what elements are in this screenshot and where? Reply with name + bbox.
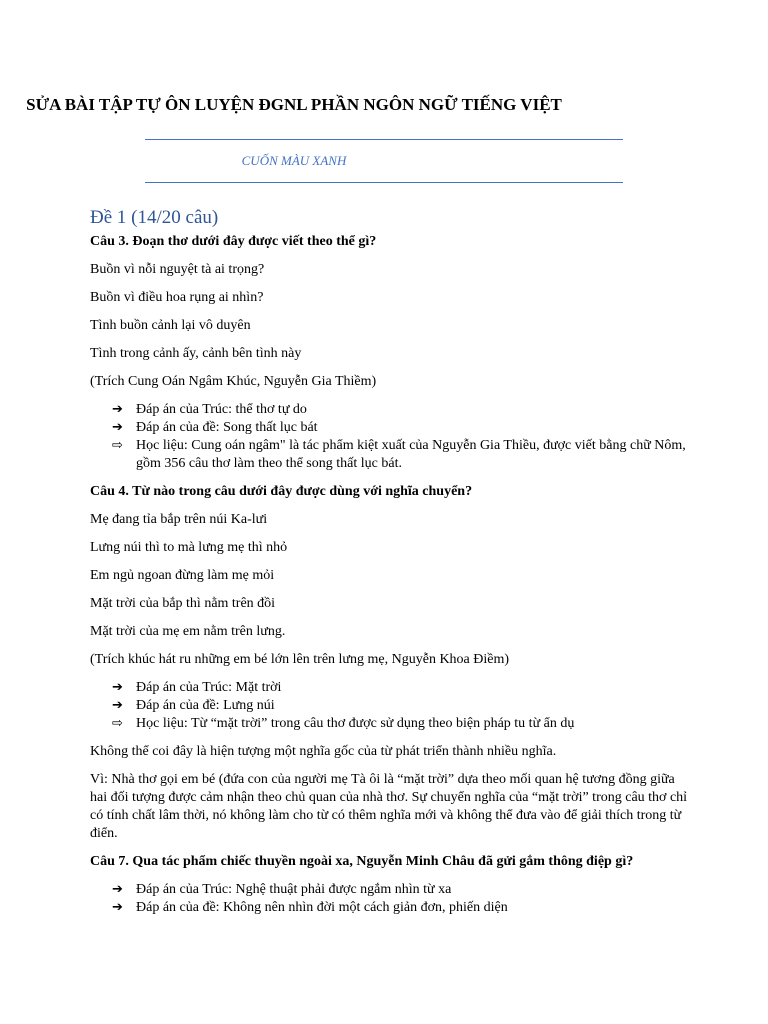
- answer-text: Học liệu: Cung oán ngâm" là tác phẩm kiệt xuất của Nguyễn Gia Thiều, được viết bằng chữ Nôm, gồm 356 câu thơ làm theo thể song thất lục bát.: [136, 438, 686, 471]
- answer-text: Đáp án của Trúc: thể thơ tự do: [136, 402, 307, 417]
- answer-item: [90, 715, 690, 733]
- poem-line: Buồn vì điều hoa rụng ai nhìn?: [90, 290, 264, 305]
- document-title: SỬA BÀI TẬP TỰ ÔN LUYỆN ĐGNL PHẦN NGÔN NGỮ TIẾNG VIỆT: [26, 95, 562, 114]
- answer-item: [90, 881, 690, 899]
- poem-line: Em ngủ ngoan đừng làm mẹ mỏi: [90, 568, 275, 583]
- solid-arrow-icon: ➔: [112, 420, 123, 435]
- bottom-divider: [145, 182, 623, 183]
- question-list: [90, 233, 690, 927]
- explanation-paragraph: Không thể coi đây là hiện tượng một nghĩa gốc của từ phát triển thành nhiều nghĩa.: [90, 744, 557, 759]
- poem-line: (Trích Cung Oán Ngâm Khúc, Nguyễn Gia Thiềm): [90, 374, 377, 389]
- solid-arrow-icon: ➔: [112, 698, 123, 713]
- answer-text: Đáp án của đề: Lưng núi: [136, 698, 275, 713]
- answer-text: Đáp án của đề: Song thất lục bát: [136, 420, 318, 435]
- poem-line: Lưng núi thì to mà lưng mẹ thì nhỏ: [90, 540, 288, 555]
- answer-text: Đáp án của Trúc: Nghệ thuật phải được ngắm nhìn từ xa: [136, 882, 452, 897]
- question-heading: Câu 4. Từ nào trong câu dưới đây được dùng với nghĩa chuyển?: [90, 484, 473, 499]
- solid-arrow-icon: ➔: [112, 900, 123, 915]
- poem-line: Tình buồn cảnh lại vô duyên: [90, 318, 251, 333]
- answer-list: [90, 679, 690, 733]
- poem-line: Buồn vì nỗi nguyệt tà ai trọng?: [90, 262, 265, 277]
- top-divider: [145, 139, 623, 140]
- hollow-arrow-icon: ⇨: [112, 716, 123, 731]
- question-heading: Câu 3. Đoạn thơ dưới đây được viết theo thể gì?: [90, 234, 377, 249]
- question-heading: Câu 7. Qua tác phẩm chiếc thuyền ngoài xa, Nguyễn Minh Châu đã gửi gắm thông điệp gì?: [90, 854, 634, 869]
- answer-item: [90, 419, 690, 437]
- answer-list: [90, 881, 690, 917]
- hollow-arrow-icon: ⇨: [112, 438, 123, 453]
- answer-text: Đáp án của đề: Không nên nhìn đời một cách giản đơn, phiến diện: [136, 900, 508, 915]
- answer-item: [90, 899, 690, 917]
- answer-item: [90, 697, 690, 715]
- poem-line: Mặt trời của mẹ em nằm trên lưng.: [90, 624, 286, 639]
- explanation-paragraph: Vì: Nhà thơ gọi em bé (đứa con của người mẹ Tà ôi là “mặt trời” dựa theo mối quan hệ tương đồng giữa hai đối tượng được cảm nhận theo chủ quan của nhà thơ. Sự chuyển nghĩa của “mặt trời” trong câu thơ chỉ có tính chất lâm thời, nó không làm cho từ có thêm nghĩa mới và không thể đưa vào để giải thích trong từ điển.: [90, 772, 688, 841]
- document-subtitle: CUỐN MÀU XANH: [241, 153, 347, 168]
- answer-list: [90, 401, 690, 473]
- solid-arrow-icon: ➔: [112, 882, 123, 897]
- section-heading: Đề 1 (14/20 câu): [90, 207, 219, 228]
- answer-text: Học liệu: Từ “mặt trời” trong câu thơ được sử dụng theo biện pháp tu từ ẩn dụ: [136, 716, 575, 731]
- poem-line: Mẹ đang tỉa bắp trên núi Ka-lưi: [90, 512, 268, 527]
- answer-item: [90, 401, 690, 419]
- answer-text: Đáp án của Trúc: Mặt trời: [136, 680, 282, 695]
- solid-arrow-icon: ➔: [112, 680, 123, 695]
- poem-line: (Trích khúc hát ru những em bé lớn lên trên lưng mẹ, Nguyễn Khoa Điềm): [90, 652, 510, 667]
- answer-item: [90, 679, 690, 697]
- solid-arrow-icon: ➔: [112, 402, 123, 417]
- answer-item: [90, 437, 690, 473]
- poem-line: Mặt trời của bắp thì nằm trên đồi: [90, 596, 276, 611]
- poem-line: Tình trong cảnh ấy, cảnh bên tình này: [90, 346, 302, 361]
